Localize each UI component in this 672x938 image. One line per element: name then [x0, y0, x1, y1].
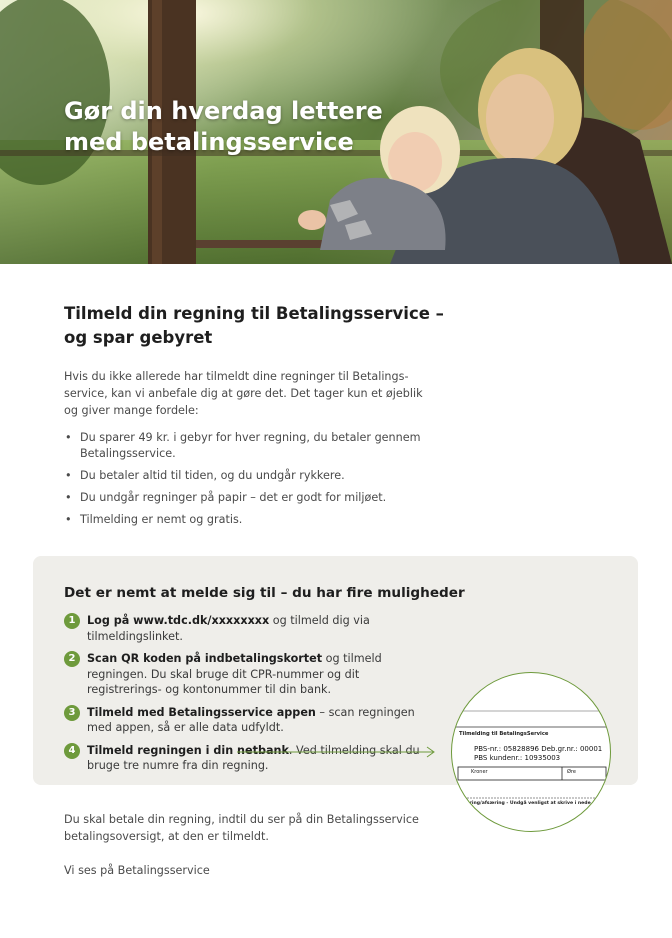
- signup-step-3: [64, 705, 424, 736]
- payment-slip-magnifier: [451, 672, 611, 832]
- signup-step-2: [64, 651, 424, 698]
- step-number-badge: 2: [64, 651, 80, 667]
- hero-title: Gør din hverdag lettere med betalingsservice: [64, 97, 383, 156]
- step-number-badge: 1: [64, 613, 80, 629]
- intro-heading: Tilmeld din regning til Betalingsservice – og spar gebyret: [64, 304, 444, 347]
- hero-image: [0, 0, 672, 264]
- slip-kroner-label: Kroner: [471, 769, 488, 775]
- benefits-list: [64, 430, 434, 534]
- slip-customer-number: PBS kundenr.: 10935003: [474, 754, 561, 762]
- intro-paragraph: Hvis du ikke allerede har tilmeldt dine regninger til Betalings-service, kan vi anbefale dig at gøre det. Det tager kun et øjeblik og giver mange fordele:: [64, 370, 423, 417]
- signup-step-1: [64, 613, 424, 644]
- step-bold-text: Scan QR koden på indbetalingskortet: [87, 652, 323, 665]
- step-number-badge: 3: [64, 705, 80, 721]
- slip-receipt-note: Kvittering/afsæring - Undgå venligst at skrive i nede: [454, 801, 591, 806]
- slip-pbs-number: PBS-nr.: 05828896 Deb.gr.nr.: 00001: [474, 745, 603, 753]
- outro-paragraph: Du skal betale din regning, indtil du ser på din Betalingsservice betalingsoversigt, at den er tilmeldt.: [64, 813, 419, 843]
- arrow-right-icon: [237, 746, 437, 758]
- step-text: og tilmeld regningen. Du skal bruge dit CPR-nummer og dit registrerings- og kontonummer til din bank.: [87, 652, 382, 696]
- step-text: . Ved tilmelding skal du bruge tre numre fra din regning.: [87, 743, 420, 772]
- slip-ore-label: Øre: [567, 769, 576, 775]
- step-bold-text: Tilmeld med Betalingsservice appen: [87, 705, 316, 719]
- benefit-item: • Tilmelding er nemt og gratis.: [64, 512, 434, 528]
- benefit-item: • Du betaler altid til tiden, og du undgår rykkere.: [64, 468, 434, 484]
- step-text: – scan regningen med appen, så er alle data udfyldt.: [87, 705, 415, 734]
- step-bold-text: Tilmeld regningen i din netbank: [87, 743, 289, 757]
- benefit-item: • Du undgår regninger på papir – det er godt for miljøet.: [64, 490, 434, 506]
- panel-heading: Det er nemt at melde sig til – du har fire muligheder: [64, 585, 465, 601]
- benefit-item: • Du sparer 49 kr. i gebyr for hver regning, du betaler gennem Betalingsservice.: [64, 430, 434, 461]
- step-text: og tilmeld dig via tilmeldingslinket.: [87, 614, 370, 643]
- signoff-text: Vi ses på Betalingsservice: [64, 864, 210, 877]
- step-number-badge: 4: [64, 743, 80, 759]
- step-bold-text: Log på www.tdc.dk/xxxxxxxx: [87, 614, 270, 627]
- slip-title: Tilmelding til BetalingsService: [459, 731, 549, 737]
